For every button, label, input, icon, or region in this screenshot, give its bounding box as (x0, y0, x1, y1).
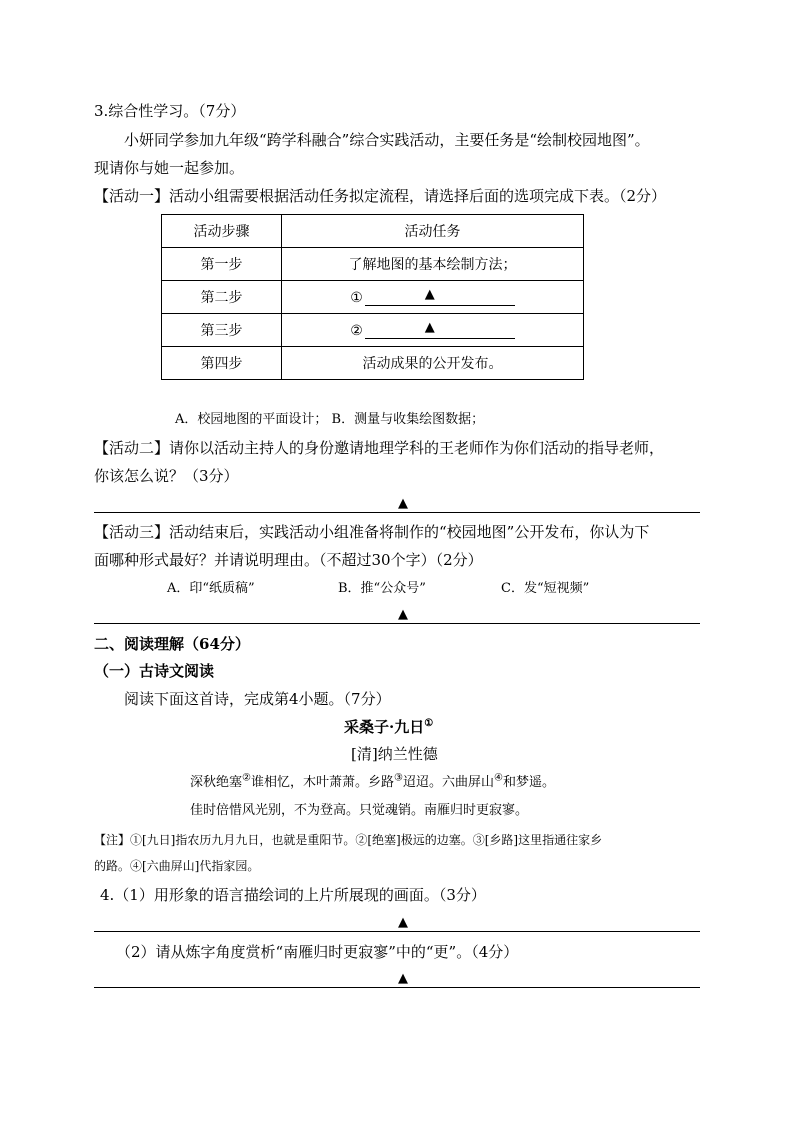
footnote-marker: ④ (493, 772, 503, 784)
poem-note-line2: 的路。④[六曲屏山]代指家园。 (94, 859, 260, 873)
poem-author: [清]纳兰性德 (351, 745, 438, 763)
poem-note-line1: 【注】①[九日]指农历九月九日，也就是重阳节。②[绝塞]极远的边塞。③[乡路]这里指通往家乡 (94, 833, 603, 847)
table-row (162, 347, 584, 380)
option-c: C．发“短视频” (501, 581, 590, 596)
table-cell-step: 第三步 (162, 314, 282, 347)
triangle-icon: ▲ (424, 286, 435, 302)
triangle-icon: ▲ (398, 971, 408, 986)
blank-marker: ① (350, 289, 363, 306)
reading-instruction: 阅读下面这首诗，完成第4小题。（7分） (124, 690, 391, 708)
table-cell-step: 第二步 (162, 281, 282, 314)
answer-blank[interactable] (365, 286, 515, 306)
table-header-task: 活动任务 (282, 215, 584, 248)
q3-intro-line1: 小妍同学参加九年级“跨学科融合”综合实践活动，主要任务是“绘制校园地图”。 (124, 131, 650, 149)
q3-title: 3.综合性学习。（7分） (94, 102, 246, 120)
footnote-marker: ③ (394, 772, 403, 784)
answer-line[interactable] (94, 623, 700, 624)
activity2-prompt-line2: 你该怎么说？（3分） (94, 467, 239, 485)
table-cell-task (282, 314, 584, 347)
answer-blank[interactable] (365, 319, 515, 339)
q3-intro-line2: 现请你与她一起参加。 (94, 159, 245, 177)
poem-line1 (190, 773, 555, 793)
table-header-row (162, 215, 584, 248)
section-title-classical: （一）古诗文阅读 (94, 662, 215, 680)
table-row (162, 248, 584, 281)
poem-text: 和梦遥。 (502, 775, 555, 790)
table-cell-step: 第一步 (162, 248, 282, 281)
answer-line[interactable] (94, 931, 700, 932)
table-cell-step: 第四步 (162, 347, 282, 380)
table-cell-task: 了解地图的基本绘制方法； (282, 248, 584, 281)
triangle-icon: ▲ (398, 607, 408, 622)
option-a: A．印“纸质稿” (167, 581, 255, 596)
option-b: B．推“公众号” (338, 581, 426, 596)
triangle-icon: ▲ (424, 319, 435, 335)
answer-line[interactable] (94, 512, 700, 513)
triangle-icon: ▲ (398, 915, 408, 930)
footnote-marker: ② (242, 772, 251, 784)
table-header-step: 活动步骤 (162, 215, 282, 248)
footnote-marker: ① (424, 718, 434, 729)
poem-text: 迢迢。六曲屏山 (402, 775, 494, 790)
part2-title: 二、阅读理解（64分） (94, 635, 250, 653)
activity1-prompt: 【活动一】活动小组需要根据活动任务拟定流程，请选择后面的选项完成下表。（2分） (94, 187, 667, 205)
poem-line2: 佳时倍惜风光别，不为登高。只觉魂销。南雁归时更寂寥。 (190, 803, 529, 818)
table-row (162, 314, 584, 347)
answer-line[interactable] (94, 987, 700, 988)
poem-text: 谁相忆，木叶萧萧。乡路 (250, 775, 394, 790)
triangle-icon: ▲ (398, 496, 408, 511)
activity3-prompt-line1: 【活动三】活动结束后，实践活动小组准备将制作的“校园地图”公开发布，你认为下 (94, 523, 650, 541)
table-cell-task: 活动成果的公开发布。 (282, 347, 584, 380)
poem-title-text: 采桑子·九日 (344, 718, 425, 736)
table-row (162, 281, 584, 314)
poem-text: 深秋绝塞 (190, 775, 243, 790)
activity3-prompt-line2: 面哪种形式最好？并请说明理由。（不超过30个字）（2分） (94, 551, 483, 569)
activity2-prompt-line1: 【活动二】请你以活动主持人的身份邀请地理学科的王老师作为你们活动的指导老师， (94, 439, 665, 457)
poem-title (344, 717, 433, 737)
blank-marker: ② (350, 322, 363, 339)
table-cell-task (282, 281, 584, 314)
question4-part2: （2）请从炼字角度赏析“南雁归时更寂寥”中的“更”。（4分） (116, 943, 519, 961)
activity1-options: A．校园地图的平面设计； B．测量与收集绘图数据； (175, 412, 485, 427)
activity-steps-table (161, 214, 584, 380)
question4-part1: 4.（1）用形象的语言描绘词的上片所展现的画面。（3分） (100, 886, 486, 904)
